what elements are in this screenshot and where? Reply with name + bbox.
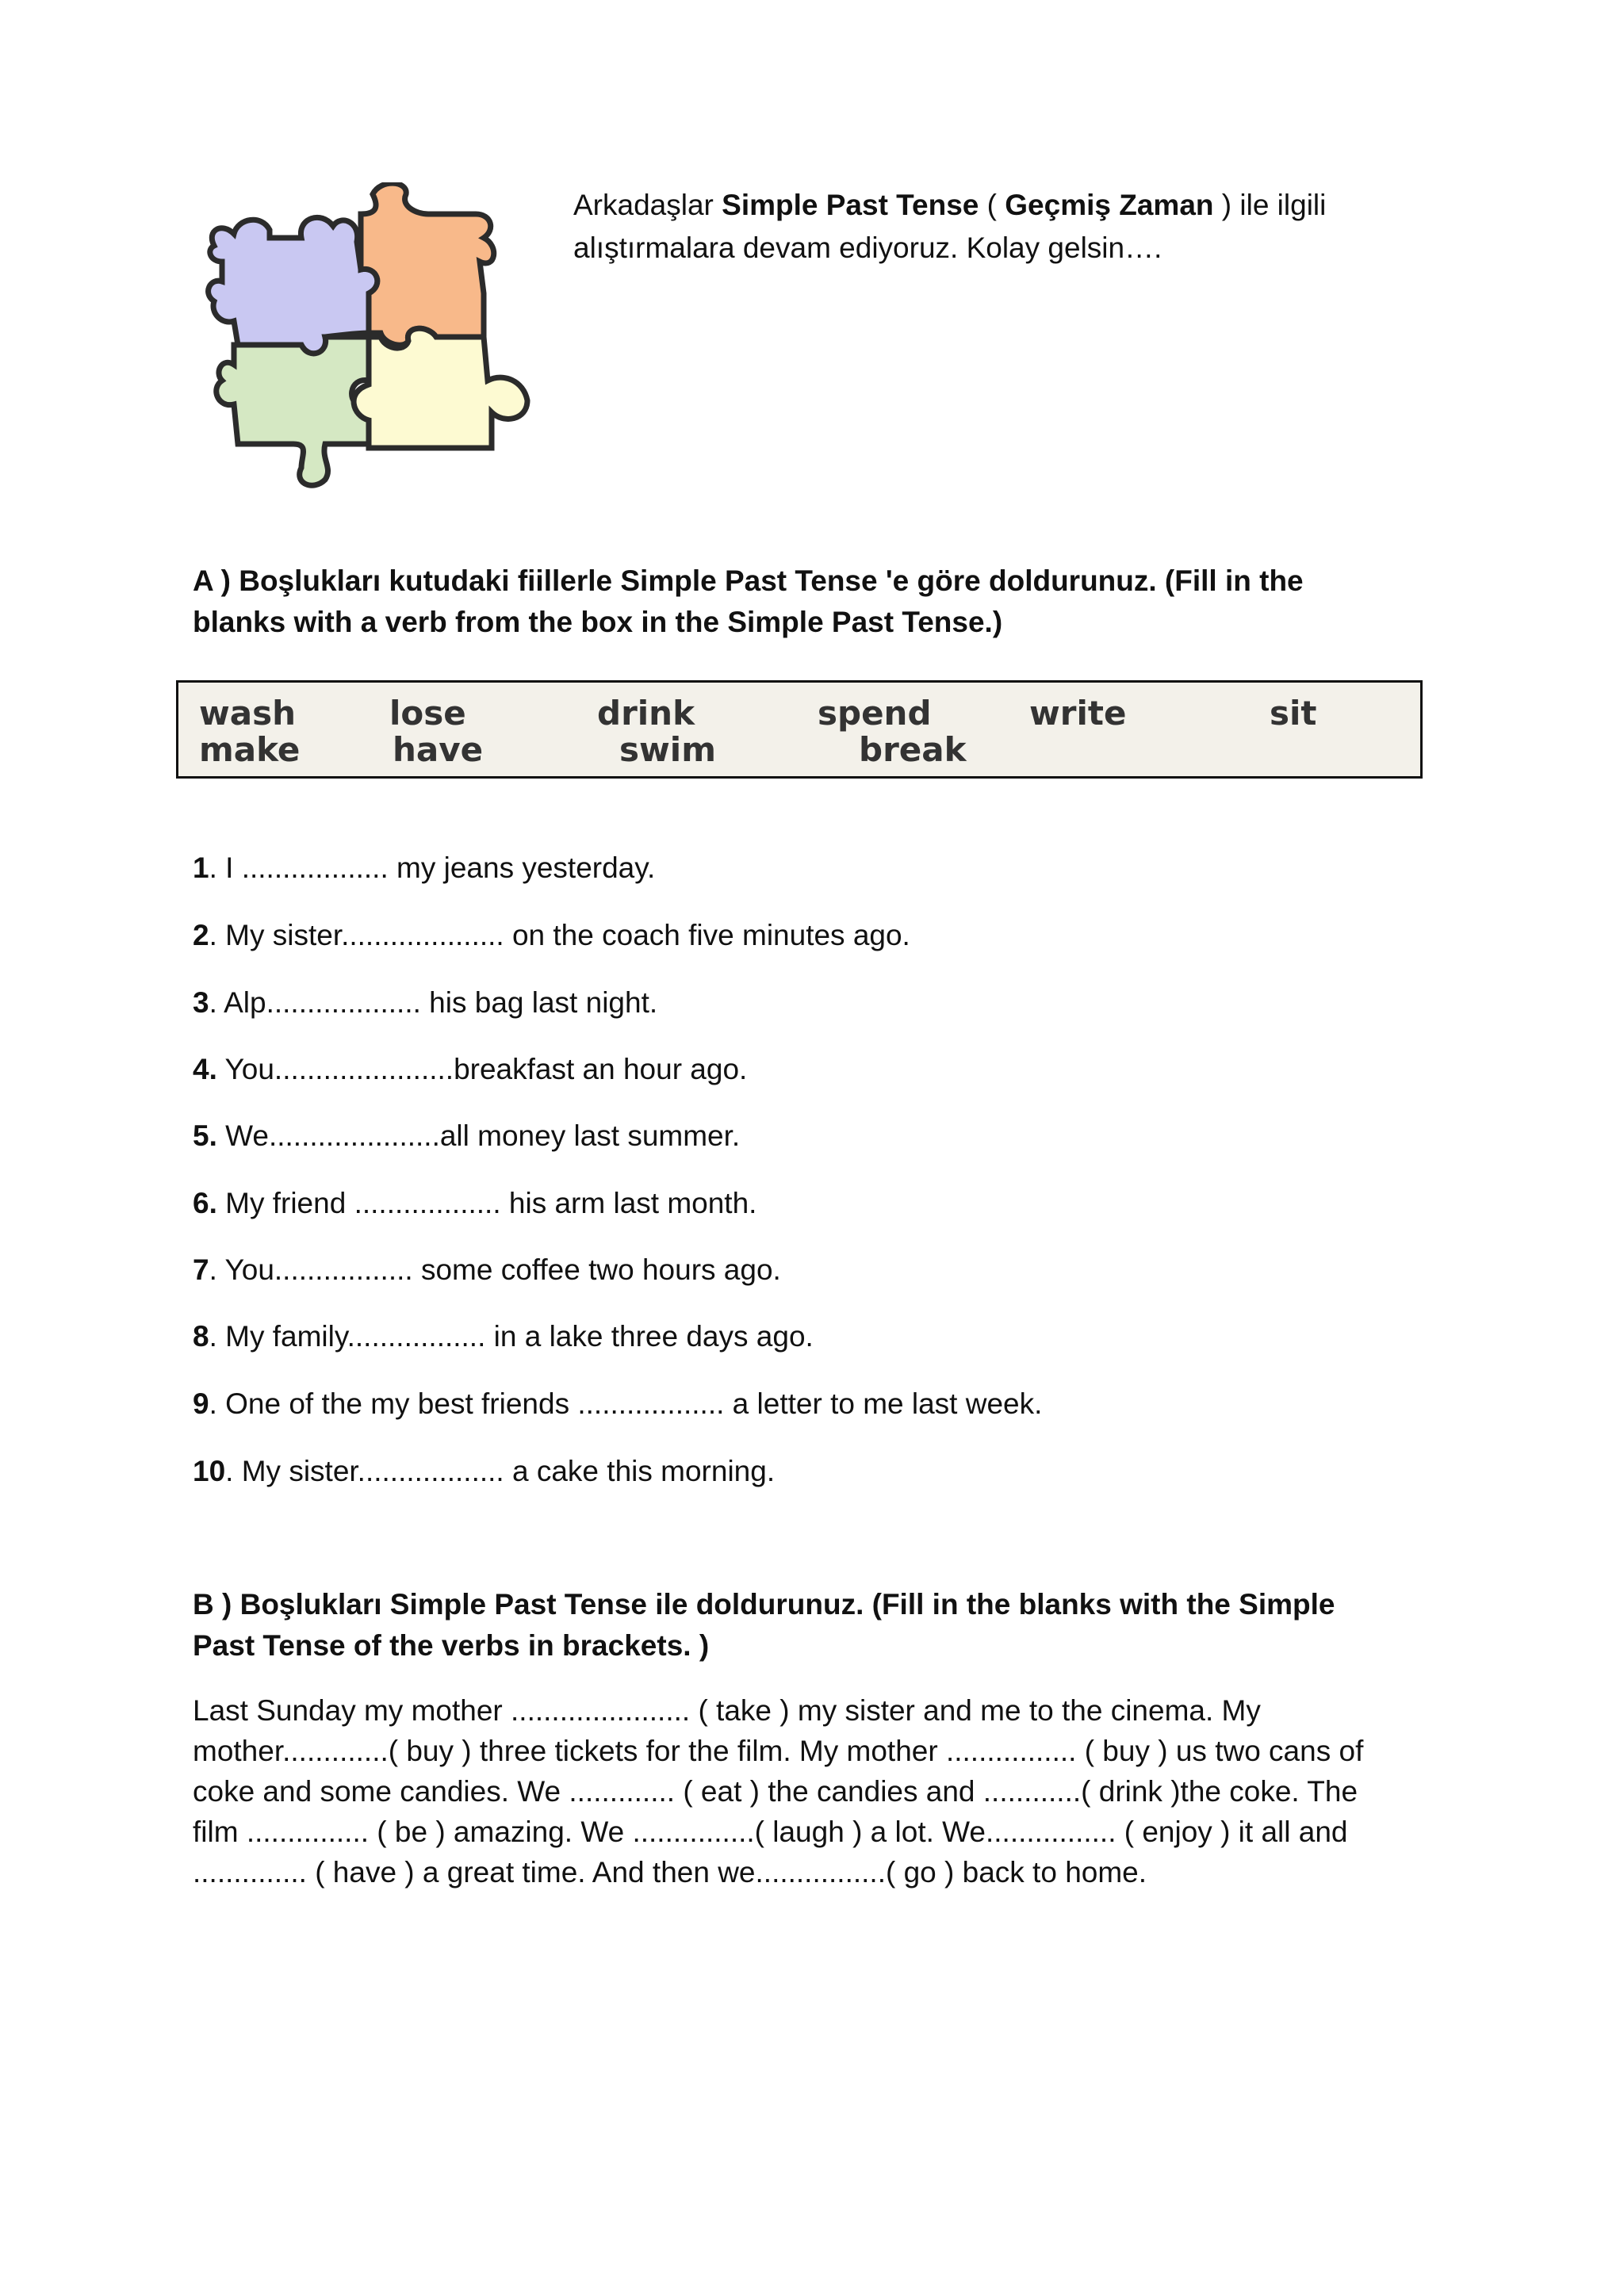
verb-word: write — [1029, 694, 1127, 733]
sentence-number: 3 — [193, 986, 209, 1019]
exercise-sentence — [193, 985, 657, 1020]
sentence-number: 7 — [193, 1253, 209, 1286]
sentence-text: . Alp................... his bag last night. — [209, 986, 658, 1019]
intro-text-part: Arkadaşlar — [573, 189, 722, 221]
paragraph-line: Last Sunday my mother ...................... ( take ) my sister and me to the cinema. My — [193, 1694, 1261, 1727]
exercise-sentence — [193, 1119, 740, 1154]
exercise-sentence — [193, 1319, 814, 1354]
puzzle-piece-purple — [209, 217, 377, 354]
sentence-number: 9 — [193, 1387, 209, 1420]
section-b-title-line: Past Tense of the verbs in brackets. ) — [193, 1629, 710, 1662]
verb-word: sit — [1270, 694, 1317, 733]
sentence-text: My friend .................. his arm last month. — [216, 1187, 757, 1219]
paragraph-line: film ............... ( be ) amazing. We ...............( laugh ) a lot. We................ ( enjoy ) it all and — [193, 1816, 1348, 1848]
exercise-sentence — [193, 851, 655, 886]
exercise-sentence — [193, 1052, 747, 1087]
section-a-title — [193, 561, 1430, 643]
sentence-number: 5. — [193, 1119, 217, 1152]
section-a-title-line: A ) Boşlukları kutudaki fiillerle Simple Past Tense 'e göre doldurunuz. (Fill in the — [193, 564, 1304, 597]
paragraph-line: coke and some candies. We ............. ( eat ) the candies and ............( drink )the coke. The — [193, 1775, 1358, 1808]
verb-word: drink — [597, 694, 695, 733]
verb-word: make — [199, 730, 301, 769]
exercise-sentence — [193, 1387, 1042, 1422]
section-a-title-line: blanks with a verb from the box in the Simple Past Tense.) — [193, 606, 1003, 638]
sentence-text: We.....................all money last summer. — [216, 1119, 741, 1152]
section-b-title — [193, 1584, 1430, 1667]
intro-bold-simple-past: Simple Past Tense — [722, 189, 979, 221]
sentence-text: . I .................. my jeans yesterday. — [209, 851, 656, 884]
sentence-text: . My sister.................... on the coach five minutes ago. — [209, 919, 910, 951]
intro-text — [573, 184, 1446, 270]
intro-text-part: ( — [979, 189, 1005, 221]
exercise-sentence — [193, 1454, 775, 1489]
puzzle-piece-yellow — [354, 328, 527, 448]
intro-bold-gecmis-zaman: Geçmiş Zaman — [1005, 189, 1214, 221]
intro-text-part: ) ile ilgili — [1213, 189, 1327, 221]
verb-word: have — [393, 730, 484, 769]
sentence-number: 4. — [193, 1053, 217, 1085]
verb-word: wash — [199, 694, 297, 733]
puzzle-piece-orange — [361, 183, 494, 345]
sentence-number: 1 — [193, 851, 209, 884]
section-b-title-line: B ) Boşlukları Simple Past Tense ile doldurunuz. (Fill in the blanks with the Simple — [193, 1588, 1335, 1621]
verb-word: break — [859, 730, 967, 769]
paragraph-line: .............. ( have ) a great time. And then we................( go ) back to home. — [193, 1856, 1147, 1888]
exercise-sentence — [193, 1253, 781, 1288]
sentence-text: . My family................. in a lake three days ago. — [209, 1320, 814, 1353]
sentence-number: 2 — [193, 919, 209, 951]
puzzle-pieces-image — [190, 182, 547, 499]
intro-line-1 — [573, 184, 1446, 227]
section-b-paragraph — [193, 1690, 1430, 1892]
sentence-text: . One of the my best friends .................. a letter to me last week. — [209, 1387, 1043, 1420]
verb-word: swim — [619, 730, 716, 769]
exercise-sentence — [193, 918, 910, 953]
sentence-number: 8 — [193, 1320, 209, 1353]
puzzle-piece-green — [216, 337, 369, 485]
verb-word: spend — [818, 694, 932, 733]
verb-word: lose — [389, 694, 466, 733]
sentence-text: . My sister.................. a cake this morning. — [225, 1455, 776, 1487]
sentence-number: 6. — [193, 1187, 217, 1219]
sentence-text: . You................. some coffee two hours ago. — [209, 1253, 781, 1286]
verb-box — [176, 680, 1423, 779]
intro-line-2: alıştırmalara devam ediyoruz. Kolay gelsin…. — [573, 232, 1162, 264]
exercise-sentence — [193, 1186, 756, 1221]
paragraph-line: mother.............( buy ) three tickets for the film. My mother ................ ( buy ) us two cans of — [193, 1735, 1364, 1767]
sentence-number: 10 — [193, 1455, 226, 1487]
sentence-text: You......................breakfast an hour ago. — [216, 1053, 748, 1085]
